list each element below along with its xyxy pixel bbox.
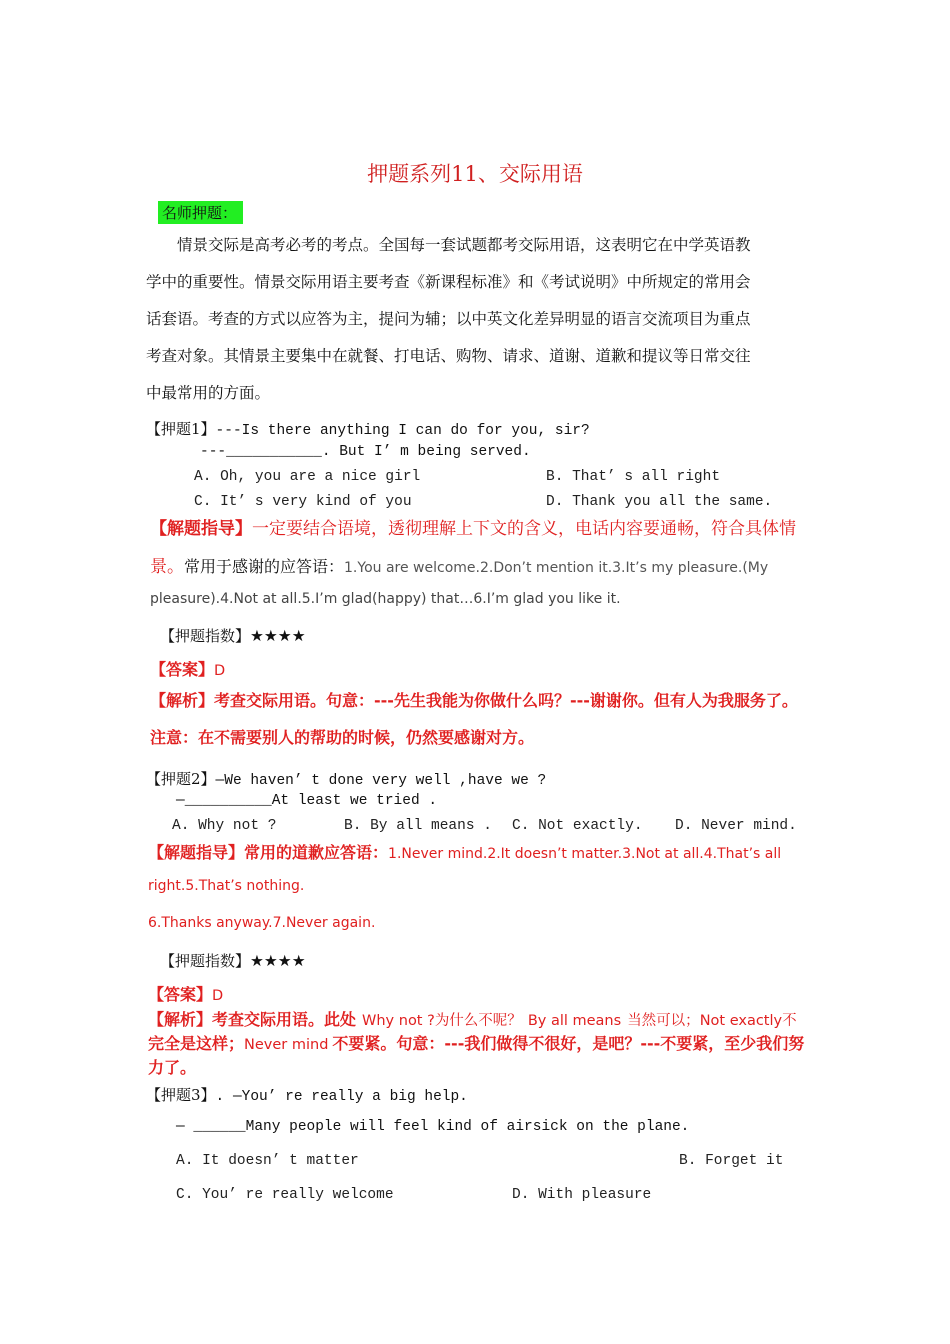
question-3 bbox=[146, 1084, 468, 1105]
analysis-text: 不要紧。句意：---我们做得不很好，是吧？---不要紧，至少我们努 bbox=[332, 1034, 805, 1053]
option-a: A. Why not ? bbox=[172, 818, 277, 834]
guide-text: 常用于感谢的应答语： bbox=[184, 557, 345, 576]
intro-line: 考查对象。其情景主要集中在就餐、打电话、购物、请求、道谢、道歉和提议等日常交往 bbox=[146, 347, 751, 365]
option-d: D. Thank you all the same. bbox=[546, 494, 773, 510]
index-1 bbox=[160, 625, 306, 646]
answer-line: ---___________. But I’ m being served. bbox=[200, 444, 531, 460]
option-a: A. It doesn’ t matter bbox=[176, 1153, 359, 1169]
analysis-text: 考查交际用语。此处 bbox=[212, 1010, 357, 1029]
analysis-2 bbox=[148, 1007, 797, 1030]
guide-2-line3: 6.Thanks anyway.7.Never again. bbox=[148, 915, 376, 931]
question-label: 【押题3】 bbox=[146, 1086, 216, 1104]
question-text: ---Is there anything I can do for you, sir? bbox=[215, 423, 590, 439]
guide-1 bbox=[150, 514, 796, 539]
answer-value: D bbox=[212, 988, 224, 1004]
analysis-text: Never mind bbox=[244, 1037, 329, 1053]
intro-line: 情景交际是高考必考的考点。全国每一套试题都考交际用语，这表明它在中学英语教 bbox=[146, 236, 751, 254]
index-label: 【押题指数】 bbox=[160, 952, 251, 970]
answer-line: —__________At least we tried . bbox=[176, 793, 438, 809]
guide-text: 1.Never mind.2.It doesn’t matter.3.Not at all.4.That’s all bbox=[388, 846, 782, 862]
option-b: B. Forget it bbox=[679, 1153, 784, 1169]
analysis-2-line2 bbox=[148, 1031, 804, 1054]
answer-line: — ______Many people will feel kind of airsick on the plane. bbox=[176, 1119, 690, 1135]
analysis-text: 不 bbox=[782, 1013, 797, 1029]
option-b: B. That’ s all right bbox=[546, 469, 721, 485]
analysis-label: 【解析】 bbox=[148, 1010, 213, 1029]
intro-line: 学中的重要性。情景交际用语主要考查《新课程标准》和《考试说明》中所规定的常用会 bbox=[146, 273, 751, 291]
intro-line: 话套语。考查的方式以应答为主，提问为辅；以中英文化差异明显的语言交流项目为重点 bbox=[146, 310, 751, 328]
answer-value: D bbox=[214, 663, 226, 679]
analysis-1-line2: 注意：在不需要别人的帮助的时候，仍然要感谢对方。 bbox=[150, 728, 535, 747]
analysis-text: 当然可以； bbox=[627, 1013, 700, 1029]
analysis-label: 【解析】 bbox=[150, 691, 215, 710]
guide-1-line2 bbox=[150, 552, 768, 577]
analysis-text: 考查交际用语。句意：---先生我能为你做什么吗？---谢谢你。但有人为我服务了。 bbox=[214, 691, 798, 710]
guide-text: 景。 bbox=[150, 557, 184, 577]
guide-label: 【解题指导】 bbox=[148, 843, 245, 862]
option-d: D. Never mind. bbox=[675, 818, 797, 834]
answer-1 bbox=[150, 657, 225, 680]
stars: ★★★★ bbox=[250, 952, 306, 970]
option-d: D. With pleasure bbox=[512, 1187, 652, 1203]
analysis-text: 为什么不呢？ bbox=[434, 1013, 522, 1029]
guide-label: 【解题指导】 bbox=[150, 519, 252, 539]
answer-2 bbox=[148, 982, 223, 1005]
question-2 bbox=[146, 768, 546, 789]
index-2 bbox=[160, 950, 306, 971]
analysis-text: Not exactly bbox=[699, 1013, 783, 1029]
option-b: B. By all means . bbox=[344, 818, 492, 834]
question-label: 【押题2】 bbox=[146, 770, 216, 788]
guide-1-line3: pleasure).4.Not at all.5.I’m glad(happy) that…6.I’m glad you like it. bbox=[150, 591, 621, 607]
guide-text: 1.You are welcome.2.Don’t mention it.3.It’s my pleasure.(My bbox=[344, 560, 769, 576]
stars: ★★★★ bbox=[250, 627, 306, 645]
intro-line: 中最常用的方面。 bbox=[146, 384, 271, 402]
analysis-2-line3: 力了。 bbox=[148, 1058, 197, 1077]
guide-text: 常用的道歉应答语： bbox=[244, 843, 389, 862]
option-c: C. You’ re really welcome bbox=[176, 1187, 394, 1203]
analysis-text: 完全是这样； bbox=[148, 1034, 245, 1053]
guide-2-line2: right.5.That’s nothing. bbox=[148, 878, 305, 894]
guide-2 bbox=[148, 840, 781, 863]
question-label: 【押题1】 bbox=[146, 420, 216, 438]
analysis-text: Why not ? bbox=[362, 1013, 435, 1029]
answer-label: 【答案】 bbox=[148, 985, 213, 1004]
question-text: —We haven’ t done very well ,have we ? bbox=[215, 773, 547, 789]
guide-text: 一定要结合语境，透彻理解上下文的含义，电话内容要通畅，符合具体情 bbox=[252, 519, 796, 539]
analysis-1 bbox=[150, 688, 798, 711]
section-tag: 名师押题： bbox=[158, 201, 243, 224]
option-a: A. Oh, you are a nice girl bbox=[194, 469, 421, 485]
analysis-text: By all means bbox=[527, 1013, 622, 1029]
page-title: 押题系列11、交际用语 bbox=[367, 162, 583, 186]
option-c: C. Not exactly. bbox=[512, 818, 643, 834]
question-text: . —You’ re really a big help. bbox=[215, 1089, 468, 1105]
answer-label: 【答案】 bbox=[150, 660, 215, 679]
index-label: 【押题指数】 bbox=[160, 627, 251, 645]
option-c: C. It’ s very kind of you bbox=[194, 494, 412, 510]
question-1 bbox=[146, 418, 590, 439]
